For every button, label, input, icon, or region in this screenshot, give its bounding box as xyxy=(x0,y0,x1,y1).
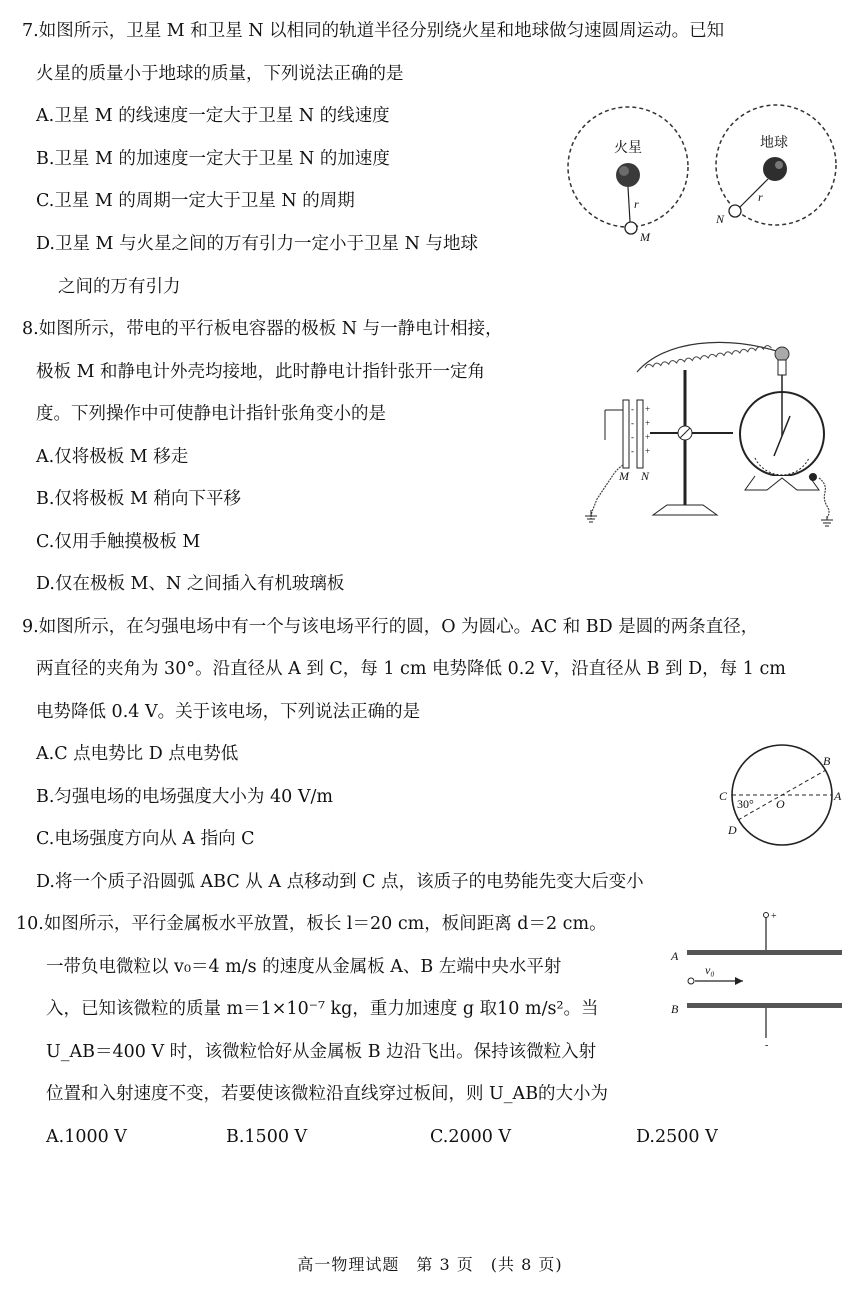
label-b: B xyxy=(671,1002,679,1016)
q10-option-d: D.2500 V xyxy=(636,1127,718,1147)
q10-stem-line4: U_AB＝400 V 时，该微粒恰好从金属板 B 边沿飞出。保持该微粒入射 xyxy=(46,1042,597,1062)
satellite-m xyxy=(625,222,637,234)
earth-label: 地球 xyxy=(760,136,788,151)
q10-option-b: B.1500 V xyxy=(226,1127,308,1147)
q7-r-mars: r xyxy=(634,197,639,211)
q8-option-b: B.仅将极板 M 稍向下平移 xyxy=(36,489,241,509)
svg-text:+: + xyxy=(645,404,651,414)
q10-stem-line2: 一带负电微粒以 v₀＝4 m/s 的速度从金属板 A、B 左端中央水平射 xyxy=(46,957,562,977)
q8-electrometer-figure xyxy=(575,330,850,530)
label-b: B xyxy=(823,754,831,768)
plate-m xyxy=(623,400,629,468)
label-c: C xyxy=(719,789,728,803)
label-n: N xyxy=(641,469,650,483)
q8-option-d: D.仅在极板 M、N 之间插入有机玻璃板 xyxy=(36,574,345,594)
q7-option-c: C.卫星 M 的周期一定大于卫星 N 的周期 xyxy=(36,191,355,211)
label-n: N xyxy=(716,212,725,226)
label-v0: v₀ xyxy=(705,963,715,977)
label-a: A xyxy=(671,949,679,963)
q9-stem-line1: 9.如图所示，在匀强电场中有一个与该电场平行的圆，O 为圆心。AC 和 BD 是圆的两条直径， xyxy=(22,617,759,637)
svg-text:+: + xyxy=(645,418,651,428)
earth-planet xyxy=(763,157,787,181)
q7-option-b: B.卫星 M 的加速度一定大于卫星 N 的加速度 xyxy=(36,149,390,169)
svg-text:-: - xyxy=(631,446,634,456)
q10-plates-figure xyxy=(665,910,845,1051)
svg-text:-: - xyxy=(631,432,634,442)
mars-label: 火星 xyxy=(614,141,642,156)
q8-option-c: C.仅用手触摸极板 M xyxy=(36,532,201,552)
satellite-n xyxy=(729,205,741,217)
plate-a xyxy=(687,950,842,955)
q7-option-d-line1: D.卫星 M 与火星之间的万有引力一定小于卫星 N 与地球 xyxy=(36,234,478,254)
svg-text:-: - xyxy=(631,418,634,428)
q8-option-a: A.仅将极板 M 移走 xyxy=(36,447,189,467)
q7-option-d-line2: 之间的万有引力 xyxy=(58,277,181,297)
svg-text:+: + xyxy=(771,911,777,922)
q7-option-a: A.卫星 M 的线速度一定大于卫星 N 的线速度 xyxy=(36,106,390,126)
q10-stem-line1: 10.如图所示，平行金属板水平放置，板长 l＝20 cm，板间距离 d＝2 cm。 xyxy=(16,914,607,934)
q7-r-earth: r xyxy=(758,190,763,204)
plate-b xyxy=(687,1003,842,1008)
q8-stem-line3: 度。下列操作中可使静电计指针张角变小的是 xyxy=(36,404,386,424)
q7-orbit-figure xyxy=(560,95,850,255)
q9-option-b: B.匀强电场的电场强度大小为 40 V/m xyxy=(36,787,333,807)
mars-planet xyxy=(616,163,640,187)
q9-option-c: C.电场强度方向从 A 指向 C xyxy=(36,829,255,849)
angle-label: 30° xyxy=(737,797,754,811)
q8-stem-line1: 8.如图所示，带电的平行板电容器的极板 N 与一静电计相接， xyxy=(22,319,503,339)
svg-text:+: + xyxy=(645,432,651,442)
label-d: D xyxy=(728,823,737,837)
label-a: A xyxy=(834,789,842,803)
q7-stem-line1: 7.如图所示，卫星 M 和卫星 N 以相同的轨道半径分别绕火星和地球做匀速圆周运动。已知 xyxy=(22,21,725,41)
q9-option-d: D.将一个质子沿圆弧 ABC 从 A 点移动到 C 点，该质子的电势能先变大后变小 xyxy=(36,872,644,892)
q9-stem-line2: 两直径的夹角为 30°。沿直径从 A 到 C，每 1 cm 电势降低 0.2 V，沿直径从 B 到 D，每 1 cm xyxy=(36,659,786,679)
label-o: O xyxy=(776,797,785,811)
label-m: M xyxy=(640,230,650,244)
q7-stem-line2: 火星的质量小于地球的质量，下列说法正确的是 xyxy=(36,64,404,84)
q10-stem-line5: 位置和入射速度不变，若要使该微粒沿直线穿过板间，则 U_AB的大小为 xyxy=(46,1084,609,1104)
q9-option-a: A.C 点电势比 D 点电势低 xyxy=(36,744,239,764)
q9-stem-line3: 电势降低 0.4 V。关于该电场，下列说法正确的是 xyxy=(36,702,421,722)
svg-text:-: - xyxy=(765,1040,769,1051)
q10-stem-line3: 入，已知该微粒的质量 m＝1×10⁻⁷ kg，重力加速度 g 取10 m/s²。当 xyxy=(46,999,599,1019)
q9-circle-figure xyxy=(715,740,845,850)
label-m: M xyxy=(619,469,629,483)
q10-option-a: A.1000 V xyxy=(46,1127,127,1147)
page-footer: 高一物理试题 第 3 页 (共 8 页) xyxy=(297,1255,563,1274)
q10-option-c: C.2000 V xyxy=(430,1127,512,1147)
svg-text:+: + xyxy=(645,446,651,456)
q8-stem-line2: 极板 M 和静电计外壳均接地，此时静电计指针张开一定角 xyxy=(36,362,486,382)
svg-text:-: - xyxy=(631,404,634,414)
particle xyxy=(688,978,694,984)
plate-n xyxy=(637,400,643,468)
